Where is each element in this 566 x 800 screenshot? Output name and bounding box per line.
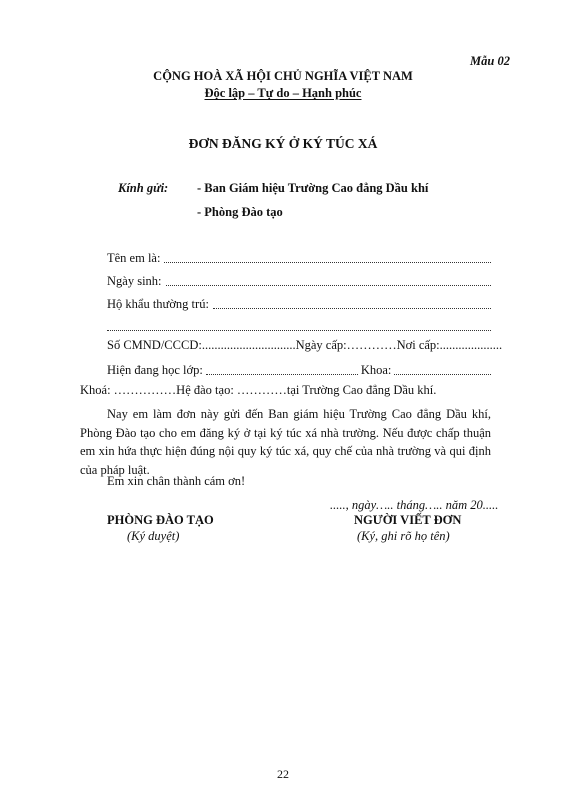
id-card-line: Số CMND/CCCD:..............................Ngày cấp:…………Nơi cấp:....................	[107, 338, 503, 352]
dob-field[interactable]	[107, 273, 491, 289]
recipient-item: - Ban Giám hiệu Trường Cao đẳng Dầu khí	[197, 181, 429, 195]
name-field[interactable]	[107, 250, 491, 266]
class-dotted-line	[206, 373, 358, 375]
faculty-label: Khoa:	[360, 363, 392, 377]
dob-label: Ngày sinh:	[107, 274, 162, 288]
closing-thanks: Em xin chân thành cám ơn!	[107, 474, 246, 488]
national-title: CỘNG HOÀ XÃ HỘI CHỦ NGHĨA VIỆT NAM	[153, 69, 413, 83]
name-dotted-line	[164, 261, 491, 263]
recipient-item: - Phòng Đào tạo	[197, 205, 283, 219]
residence-label: Hộ khẩu thường trú:	[107, 297, 209, 311]
name-label: Tên em là:	[107, 251, 161, 265]
residence-continuation-dotted-line	[107, 329, 491, 331]
national-motto	[0, 86, 566, 101]
body-paragraph	[80, 405, 491, 479]
approver-note: (Ký duyệt)	[127, 529, 180, 543]
document-title: ĐƠN ĐĂNG KÝ Ở KÝ TÚC XÁ	[188, 136, 378, 151]
residence-field[interactable]	[107, 296, 491, 312]
class-label: Hiện đang học lớp:	[107, 363, 203, 377]
course-line: Khoá: ……………Hệ đào tạo: …………tại Trường Cao đẳng Dầu khí.	[80, 383, 437, 397]
residence-continuation-field[interactable]	[107, 318, 491, 334]
body-paragraph-text: Nay em làm đơn này gửi đến Ban giám hiệu Trường Cao đẳng Dầu khí, Phòng Đào tạo cho em đăng ký ở tại ký túc xá nhà trường. Nếu được chấp thuận em xin hứa thực hiện đúng nội quy ký túc xá, quy chế của nhà trường và qui định của pháp luật.	[80, 407, 491, 477]
form-code: Mẫu 02	[470, 54, 510, 68]
national-motto-text: Độc lập – Tự do – Hạnh phúc	[204, 86, 362, 100]
applicant-title: NGƯỜI VIẾT ĐƠN	[354, 513, 462, 527]
approver-title: PHÒNG ĐÀO TẠO	[107, 513, 214, 527]
date-line: ....., ngày….. tháng….. năm 20.....	[330, 498, 499, 512]
faculty-dotted-line	[394, 373, 491, 375]
applicant-note: (Ký, ghi rõ họ tên)	[357, 529, 450, 543]
page-number: 22	[277, 767, 289, 781]
residence-dotted-line	[213, 307, 491, 309]
recipient-label: Kính gửi:	[118, 181, 169, 195]
dob-dotted-line	[166, 284, 491, 286]
class-faculty-field[interactable]	[107, 362, 491, 378]
